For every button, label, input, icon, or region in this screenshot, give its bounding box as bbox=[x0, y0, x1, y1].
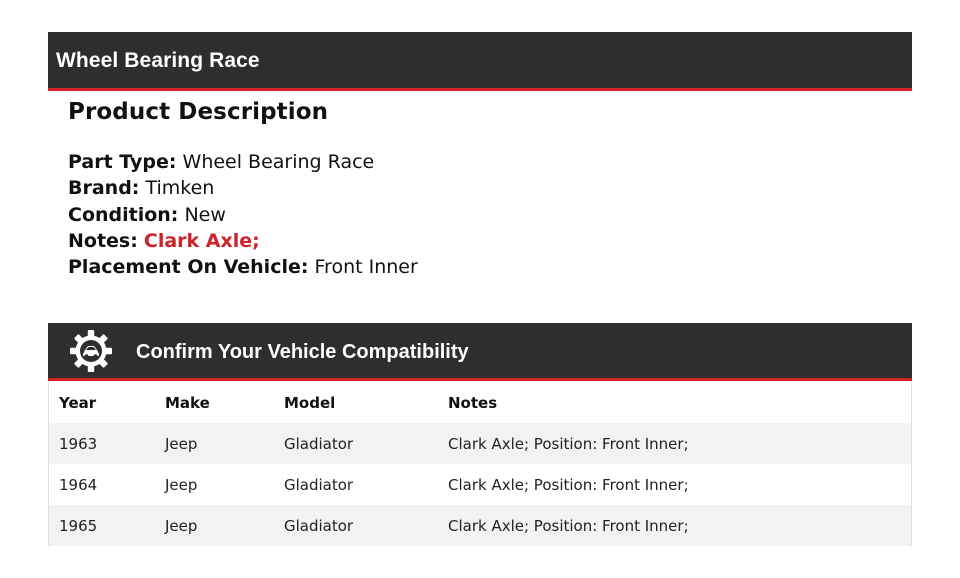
table-row bbox=[49, 505, 911, 546]
cell-notes: Clark Axle; Position: Front Inner; bbox=[448, 516, 689, 535]
spec-value: Wheel Bearing Race bbox=[182, 151, 375, 173]
spec-value: Clark Axle; bbox=[143, 229, 260, 252]
spec-label: Part Type: bbox=[68, 151, 177, 173]
cell-notes: Clark Axle; Position: Front Inner; bbox=[448, 434, 689, 453]
table-row bbox=[49, 423, 911, 464]
cell-make: Jeep bbox=[165, 434, 198, 453]
spec-part-type bbox=[68, 149, 888, 175]
spec-label: Brand: bbox=[68, 177, 140, 200]
cell-make: Jeep bbox=[165, 516, 198, 535]
column-header-notes: Notes bbox=[448, 394, 498, 412]
description-heading: Product Description bbox=[68, 99, 329, 125]
product-description bbox=[68, 96, 888, 280]
spec-value: Front Inner bbox=[314, 256, 418, 279]
spec-value: New bbox=[184, 203, 226, 226]
spec-brand bbox=[68, 175, 888, 201]
spec-label: Condition: bbox=[68, 203, 179, 226]
spec-list bbox=[68, 149, 888, 280]
table-row bbox=[49, 464, 911, 505]
cell-year: 1965 bbox=[59, 516, 98, 535]
compatibility-header bbox=[48, 323, 912, 381]
spec-value: Timken bbox=[145, 177, 215, 200]
table-header-row bbox=[49, 381, 911, 423]
compatibility-heading: Confirm Your Vehicle Compatibility bbox=[136, 341, 469, 363]
spec-placement bbox=[68, 254, 888, 280]
cell-model: Gladiator bbox=[284, 475, 354, 494]
cell-model: Gladiator bbox=[284, 516, 354, 535]
product-title-bar bbox=[48, 32, 912, 91]
compatibility-table bbox=[48, 381, 912, 546]
cell-year: 1964 bbox=[59, 475, 98, 494]
cell-make: Jeep bbox=[165, 475, 198, 494]
gear-car-icon bbox=[69, 329, 113, 373]
column-header-year: Year bbox=[59, 394, 97, 412]
product-title: Wheel Bearing Race bbox=[56, 49, 260, 72]
spec-condition bbox=[68, 202, 888, 228]
cell-notes: Clark Axle; Position: Front Inner; bbox=[448, 475, 689, 494]
spec-notes bbox=[68, 228, 888, 254]
column-header-model: Model bbox=[284, 394, 336, 412]
cell-year: 1963 bbox=[59, 434, 98, 453]
cell-model: Gladiator bbox=[284, 434, 354, 453]
spec-label: Placement On Vehicle: bbox=[68, 256, 309, 279]
column-header-make: Make bbox=[165, 394, 210, 412]
spec-label: Notes: bbox=[68, 229, 138, 252]
